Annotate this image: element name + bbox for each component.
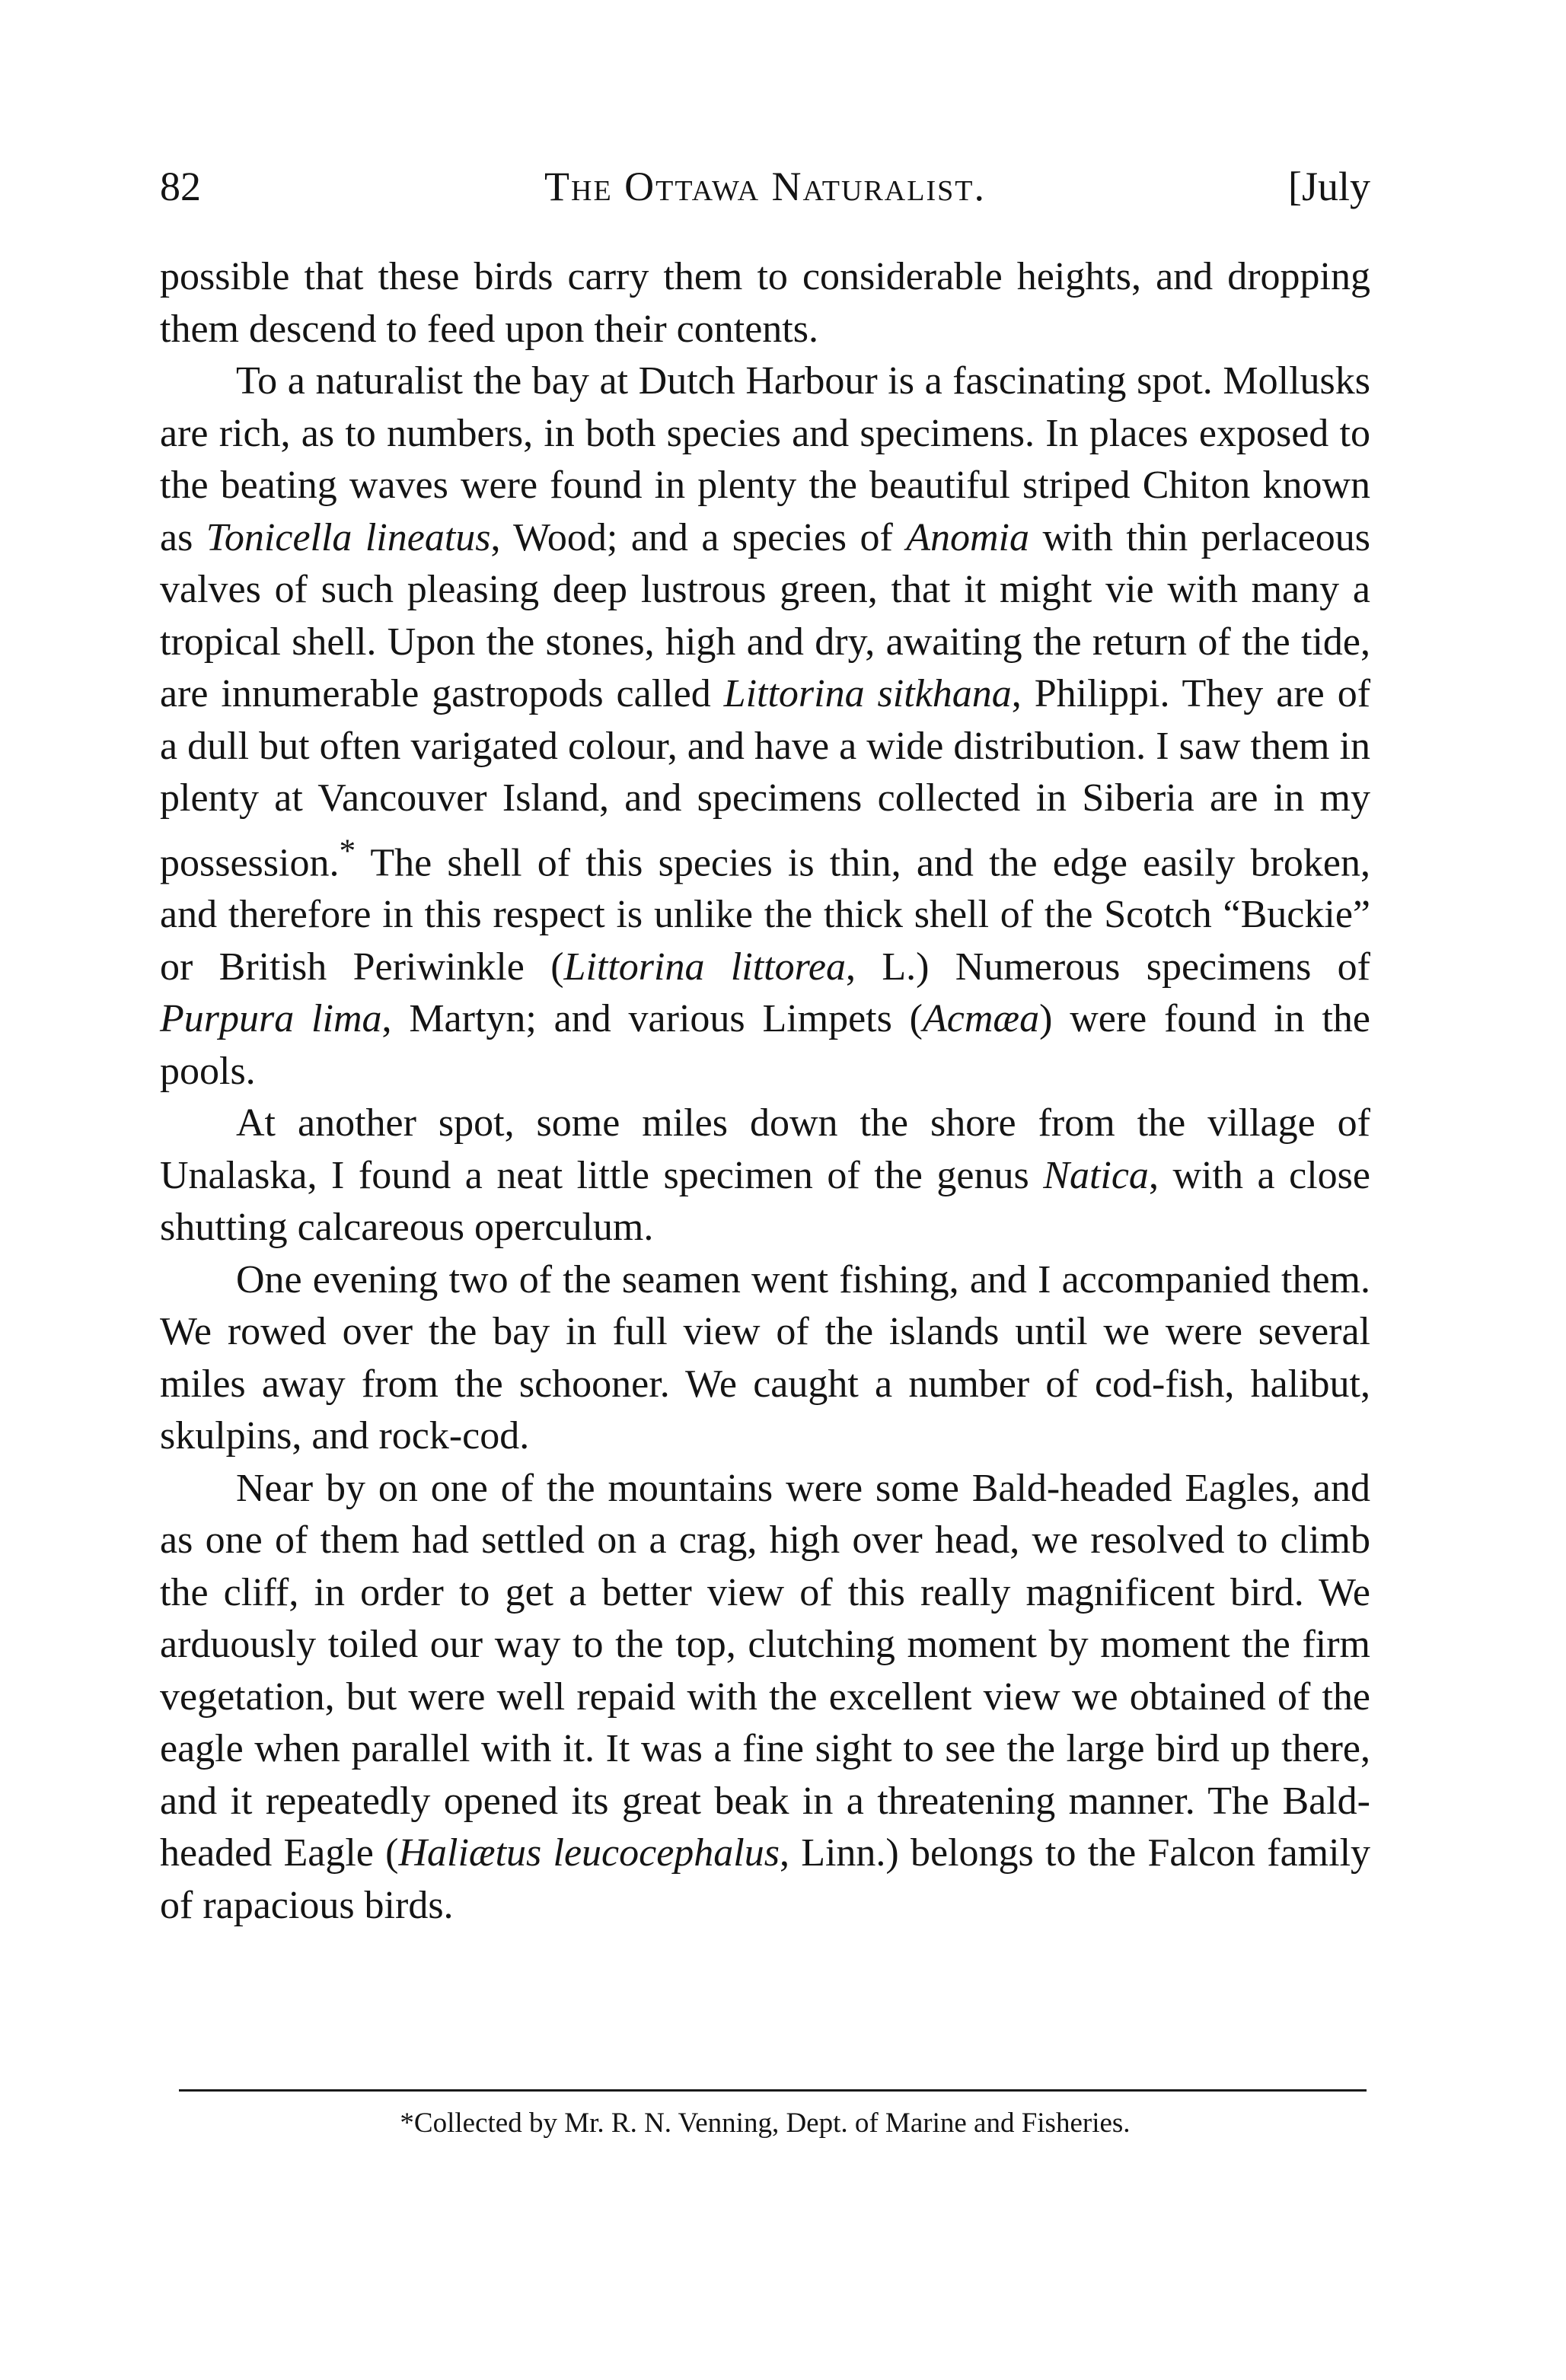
p5-text-a: Near by on one of the mountains were some Bald-headed Eagles, and as one of them had settled on a crag, high over head, we resolved to climb the cliff, in order to get a better view of this really magnificent bird. We arduously toiled our way to the top, clutching moment by moment the firm vegetation, but were well repaid with the excellent view we obtained of the eagle when parallel with it. It was a fine sight to see the large bird up there, and it repeatedly opened its great beak in a threatening manner. The Bald-headed Eagle (	[160, 1466, 1370, 1875]
paragraph-1: possible that these birds carry them to considerable heights, and dropping them descend to feed upon their contents.	[160, 255, 1370, 351]
footnote-rule	[179, 2089, 1367, 2092]
species-littorina-littorea: Littorina littorea	[563, 945, 846, 989]
paragraph-3	[160, 1098, 1370, 1254]
running-head	[160, 156, 1370, 217]
page-number: 82	[160, 164, 201, 209]
p2-text-o: ) were found in the pools.	[160, 997, 1370, 1093]
p2-text-g: , Philippi. They are of a dull but often varigated colour, and have a wide distribution. I saw them in plenty at Vancouver Island, and specimens collected in Siberia are in my possession.	[160, 672, 1371, 884]
p3-text-a: At another spot, some miles down the shore from the village of Unalaska, I found a neat little specimen of the genus	[160, 1101, 1370, 1197]
paragraph-4: One evening two of the seamen went fishing, and I accompanied them. We rowed over the bay in full view of the islands until we were several miles away from the schooner. We caught a number of cod-fish, halibut, skulpins, and rock-cod.	[160, 1257, 1370, 1458]
p5-text-c: , Linn.) belongs to the Falcon family of rapacious birds.	[160, 1831, 1371, 1927]
species-haliaetus-leucocephalus: Haliætus leucocephalus	[398, 1831, 780, 1875]
p2-text-k: , L.) Numerous specimens of	[846, 945, 1370, 989]
species-littorina-sitkhana: Littorina sitkhana	[723, 672, 1012, 715]
genus-anomia: Anomia	[906, 515, 1029, 559]
footnote: *Collected by Mr. R. N. Venning, Dept. of Marine and Fisheries.	[400, 2108, 1131, 2139]
p2-text-e: with thin perlaceous valves of such pleasing deep lustrous green, that it might vie with many a tropical shell. Upon the stones, high and dry, awaiting the return of the tide, are innumerable gastropods called	[160, 515, 1370, 715]
body-text	[160, 251, 1370, 1932]
species-purpura-lima: Purpura lima	[160, 997, 382, 1041]
journal-title: The Ottawa Naturalist.	[544, 164, 986, 209]
species-tonicella-lineatus: Tonicella lineatus	[206, 515, 491, 559]
paragraph-5	[160, 1463, 1370, 1932]
issue-month: [July	[1288, 164, 1370, 209]
p3-text-c: , with a close shutting calcareous operculum.	[160, 1153, 1370, 1250]
footnote-marker: *	[339, 832, 356, 869]
p2-text-c: , Wood; and a species of	[490, 515, 907, 559]
paragraph-2	[160, 355, 1370, 1098]
genus-acmaea: Acmæa	[923, 997, 1040, 1041]
genus-natica: Natica	[1043, 1153, 1149, 1197]
p2-text-a: To a naturalist the bay at Dutch Harbour is a fascinating spot. Mollusks are rich, as to numbers, in both species and specimens. In places exposed to the beating waves were found in plenty the beautiful striped Chiton known as	[160, 359, 1370, 559]
p2-text-i: The shell of this species is thin, and the edge easily broken, and therefore in this respect is unlike the thick shell of the Scotch “Buckie” or British Periwinkle (	[160, 840, 1370, 989]
p2-text-m: , Martyn; and various Limpets (	[381, 997, 923, 1041]
